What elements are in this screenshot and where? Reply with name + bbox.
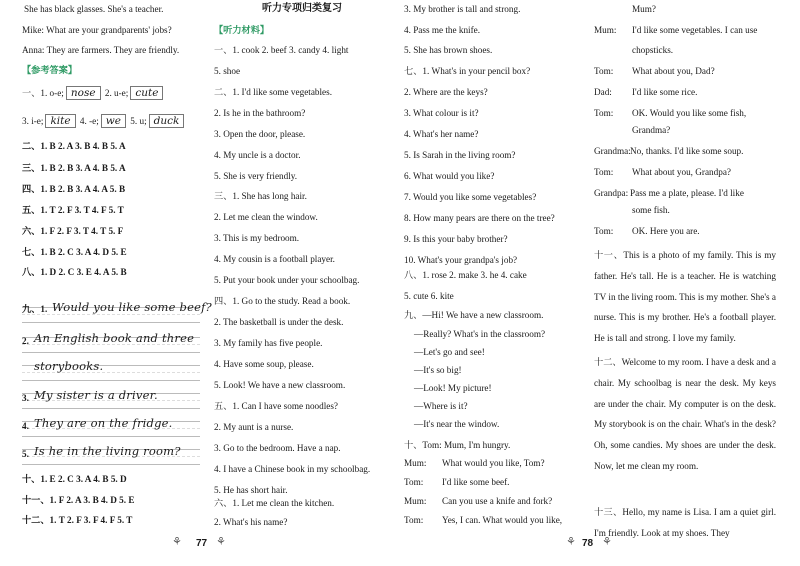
dialog-line: Tom: OK. Here you are. bbox=[594, 226, 700, 236]
text-line: 5. Put your book under your schoolbag. bbox=[214, 275, 360, 285]
material-header: 【听力材料】 bbox=[214, 25, 270, 35]
text-line: 8. How many pears are there on the tree? bbox=[404, 213, 555, 223]
text-line: 2. The basketball is under the desk. bbox=[214, 317, 344, 327]
answer-row: 八、1. D 2. C 3. E 4. A 5. B bbox=[22, 267, 127, 277]
dialog-line: Grandma:No, thanks. I'd like some soup. bbox=[594, 146, 744, 156]
text-line: —Look! My picture! bbox=[414, 383, 492, 393]
text-line: Anna: They are farmers. They are friendly. bbox=[22, 45, 180, 55]
text-line: 2. Where are the keys? bbox=[404, 87, 488, 97]
dialog-line: some fish. bbox=[632, 205, 670, 215]
dialog-line: Mum: I'd like some vegetables. I can use bbox=[594, 25, 758, 35]
text-line: —It's so big! bbox=[414, 365, 462, 375]
handwritten-answer: cute bbox=[130, 86, 163, 100]
answer-row: 二、1. B 2. A 3. B 4. B 5. A bbox=[22, 141, 126, 151]
text-line: 5. She has brown shoes. bbox=[404, 45, 493, 55]
text-line: Mike: What are your grandparents' jobs? bbox=[22, 25, 172, 35]
dialog-line: 十、Tom: Mum, I'm hungry. bbox=[404, 440, 511, 450]
text-line: 5. He has short hair. bbox=[214, 485, 288, 495]
writing-number: 4. bbox=[22, 421, 29, 431]
handwritten-answer: duck bbox=[149, 114, 185, 128]
handwritten-sentence: storybooks. bbox=[34, 359, 104, 373]
text-line: 2. Is he in the bathroom? bbox=[214, 108, 306, 118]
text-line: 5. cute 6. kite bbox=[404, 291, 454, 301]
sprout-icon: ⚘ bbox=[566, 535, 576, 548]
text-line: 3. What colour is it? bbox=[404, 108, 479, 118]
writing-number: 5. bbox=[22, 449, 29, 459]
handwritten-sentence: An English book and three bbox=[34, 331, 195, 345]
sprout-icon: ⚘ bbox=[602, 535, 612, 548]
answer-row: 三、1. B 2. B 3. A 4. B 5. A bbox=[22, 163, 126, 173]
text-line: 9. Is this your baby brother? bbox=[404, 234, 508, 244]
answer-row: 十一、1. F 2. A 3. B 4. D 5. E bbox=[22, 495, 135, 505]
text-line: 一、1. cook 2. beef 3. candy 4. light bbox=[214, 45, 349, 55]
text-line: 7. Would you like some vegetables? bbox=[404, 192, 537, 202]
handwritten-answer: nose bbox=[66, 86, 101, 100]
text-line: 3. My family has five people. bbox=[214, 338, 323, 348]
text-line: 3. Open the door, please. bbox=[214, 129, 306, 139]
dialog-line: Dad: I'd like some rice. bbox=[594, 87, 698, 97]
text-line: 6. What would you like? bbox=[404, 171, 495, 181]
text-line: —It's near the window. bbox=[414, 419, 500, 429]
text-line: 四、1. Go to the study. Read a book. bbox=[214, 296, 351, 306]
answer-row: 五、1. T 2. F 3. T 4. F 5. T bbox=[22, 205, 124, 215]
handwritten-sentence: Would you like some beef? bbox=[52, 300, 212, 314]
answer-row: 十、1. E 2. C 3. A 4. B 5. D bbox=[22, 474, 127, 484]
dialog-line: Mum? bbox=[632, 4, 656, 14]
writing-number: 九、1. bbox=[22, 304, 48, 314]
text-line: 5. shoe bbox=[214, 66, 241, 76]
text-line: —Where is it? bbox=[414, 401, 468, 411]
text-line: 八、1. rose 2. make 3. he 4. cake bbox=[404, 270, 527, 280]
page-number: 78 bbox=[582, 538, 594, 549]
answers-header: 【参考答案】 bbox=[22, 65, 78, 75]
sprout-icon: ⚘ bbox=[172, 535, 182, 548]
handwritten-sentence: They are on the fridge. bbox=[34, 416, 173, 430]
handwritten-sentence: Is he in the living room? bbox=[34, 444, 181, 458]
handwritten-sentence: My sister is a driver. bbox=[34, 388, 158, 402]
paragraph: 十二、Welcome to my room. I have a desk and a chair. My schoolbag is near the desk. My keys are under the chair. My computer is on the desk. My storybook is on the chair. What's in the desk? Oh, some candies. My shoes are under the desk. Now, let me clean my room. bbox=[594, 357, 776, 471]
answer-row: 七、1. B 2. C 3. A 4. D 5. E bbox=[22, 247, 127, 257]
text-line: —Let's go and see! bbox=[414, 347, 485, 357]
writing-number: 2. bbox=[22, 336, 29, 346]
handwritten-answer: kite bbox=[45, 114, 75, 128]
answer-row: 十二、1. T 2. F 3. F 4. F 5. T bbox=[22, 515, 133, 525]
text-line: 2. My aunt is a nurse. bbox=[214, 422, 294, 432]
text-line: 二、1. I'd like some vegetables. bbox=[214, 87, 333, 97]
dialog-line: Tom: Yes, I can. What would you like, bbox=[404, 515, 563, 525]
sprout-icon: ⚘ bbox=[216, 535, 226, 548]
section-title: 听力专项归类复习 bbox=[262, 3, 342, 14]
paragraph: 十一、This is a photo of my family. This is my father. He's tall. He is a teacher. He is watching TV in the living room. This is my mother. She's a nurse. This is my brother. He's a football player. He is tall and strong. I love my family. bbox=[594, 250, 776, 344]
text-line: —Really? What's in the classroom? bbox=[414, 329, 546, 339]
text-line: 3. Go to the bedroom. Have a nap. bbox=[214, 443, 341, 453]
dialog-line: Tom: What about you, Grandpa? bbox=[594, 167, 731, 177]
text-line: 六、1. Let me clean the kitchen. bbox=[214, 498, 335, 508]
text-line: 5. Look! We have a new classroom. bbox=[214, 380, 346, 390]
dialog-line: chopsticks. bbox=[632, 45, 674, 55]
text-line: 三、1. She has long hair. bbox=[214, 191, 307, 201]
text-line: 10. What's your grandpa's job? bbox=[404, 255, 518, 265]
handwritten-answer: we bbox=[101, 114, 126, 128]
dialog-line: Grandpa: Pass me a plate, please. I'd like bbox=[594, 188, 744, 198]
answer-row: 六、1. F 2. F 3. T 4. T 5. F bbox=[22, 226, 124, 236]
answer-row-2: 3. i-e; kite 4. -e; we 5. u; duck bbox=[22, 114, 186, 128]
text-line: 七、1. What's in your pencil box? bbox=[404, 66, 531, 76]
dialog-line: Grandma? bbox=[632, 125, 671, 135]
page-number: 77 bbox=[196, 538, 208, 549]
dialog-line: Mum: Can you use a knife and fork? bbox=[404, 496, 553, 506]
dialog-line: Tom: OK. Would you like some fish, bbox=[594, 108, 747, 118]
text-line: 3. This is my bedroom. bbox=[214, 233, 300, 243]
text-line: She has black glasses. She's a teacher. bbox=[24, 4, 164, 14]
text-line: 5. Is Sarah in the living room? bbox=[404, 150, 516, 160]
answer-row: 四、1. B 2. B 3. A 4. A 5. B bbox=[22, 184, 126, 194]
text-line: 2. What's his name? bbox=[214, 517, 288, 527]
text-line: 2. Let me clean the window. bbox=[214, 212, 318, 222]
text-line: 4. What's her name? bbox=[404, 129, 479, 139]
text-line: 3. My brother is tall and strong. bbox=[404, 4, 521, 14]
text-line: 5. She is very friendly. bbox=[214, 171, 298, 181]
text-line: 九、—Hi! We have a new classroom. bbox=[404, 310, 544, 320]
dialog-line: Tom: What about you, Dad? bbox=[594, 66, 715, 76]
text-line: 4. I have a Chinese book in my schoolbag. bbox=[214, 464, 371, 474]
text-line: 4. My uncle is a doctor. bbox=[214, 150, 301, 160]
text-line: 4. Pass me the knife. bbox=[404, 25, 481, 35]
writing-number: 3. bbox=[22, 393, 29, 403]
text-line: 4. Have some soup, please. bbox=[214, 359, 314, 369]
paragraph: 十三、Hello, my name is Lisa. I am a quiet girl. I'm friendly. Look at my shoes. They bbox=[594, 507, 776, 538]
answer-row-1: 一、1. o-e; nose 2. u-e; cute bbox=[22, 86, 165, 100]
text-line: 五、1. Can I have some noodles? bbox=[214, 401, 339, 411]
dialog-line: Tom: I'd like some beef. bbox=[404, 477, 510, 487]
text-line: 4. My cousin is a football player. bbox=[214, 254, 335, 264]
dialog-line: Mum: What would you like, Tom? bbox=[404, 458, 545, 468]
